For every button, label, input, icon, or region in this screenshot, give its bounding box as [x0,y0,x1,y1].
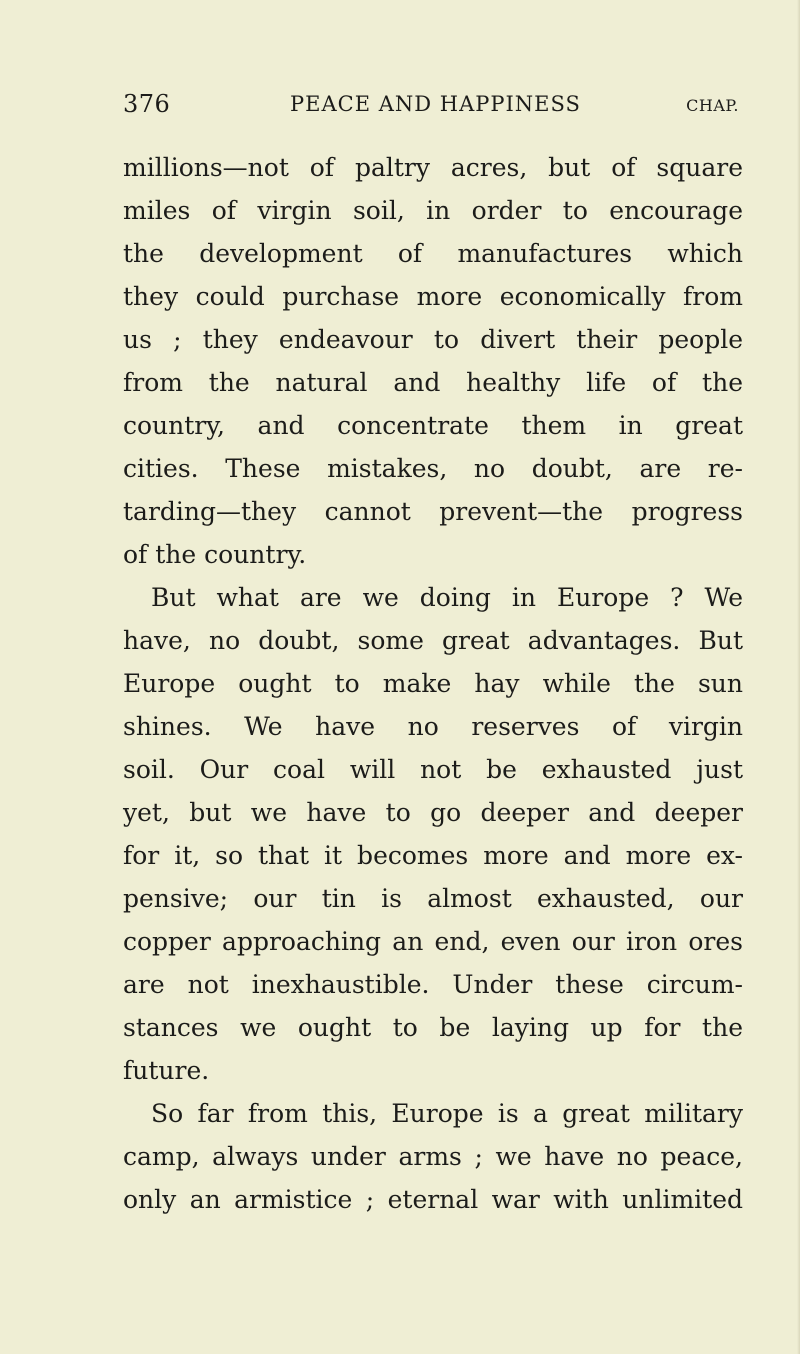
text-line: for it, so that it becomes more and more ex- [123,841,743,870]
text-line: So far from this, Europe is a great military [151,1099,743,1128]
text-line: shines. We have no reserves of virgin [123,712,743,741]
text-line: future. [123,1056,210,1085]
text-line: camp, always under arms ; we have no peace, [123,1142,743,1171]
text-line: us ; they endeavour to divert their people [123,325,743,354]
running-header [123,90,739,120]
text-line: Europe ought to make hay while the sun [123,669,743,698]
text-line: of the country. [123,540,307,569]
text-line: stances we ought to be laying up for the [123,1013,743,1042]
chapter-abbreviation: CHAP. [686,96,739,115]
running-title: PEACE AND HAPPINESS [290,92,581,116]
text-line: copper approaching an end, even our iron ores [123,927,743,956]
text-line: country, and concentrate them in great [123,411,743,440]
text-line: cities. These mistakes, no doubt, are re- [123,454,743,483]
text-line: millions—not of paltry acres, but of square [123,153,743,182]
text-line: tarding—they cannot prevent—the progress [123,497,743,526]
text-line: miles of virgin soil, in order to encourage [123,196,743,225]
text-line: But what are we doing in Europe ? We [151,583,743,612]
text-line: pensive; our tin is almost exhausted, our [123,884,743,913]
page-number: 376 [123,90,171,118]
text-line: the development of manufactures which [123,239,743,268]
text-line: are not inexhaustible. Under these circum- [123,970,743,999]
text-line: from the natural and healthy life of the [123,368,743,397]
text-line: soil. Our coal will not be exhausted just [123,755,743,784]
text-line: only an armistice ; eternal war with unlimited [123,1185,743,1214]
body-text [123,146,743,1221]
text-line: yet, but we have to go deeper and deeper [123,798,743,827]
text-line: they could purchase more economically from [123,282,743,311]
text-line: have, no doubt, some great advantages. But [123,626,743,655]
